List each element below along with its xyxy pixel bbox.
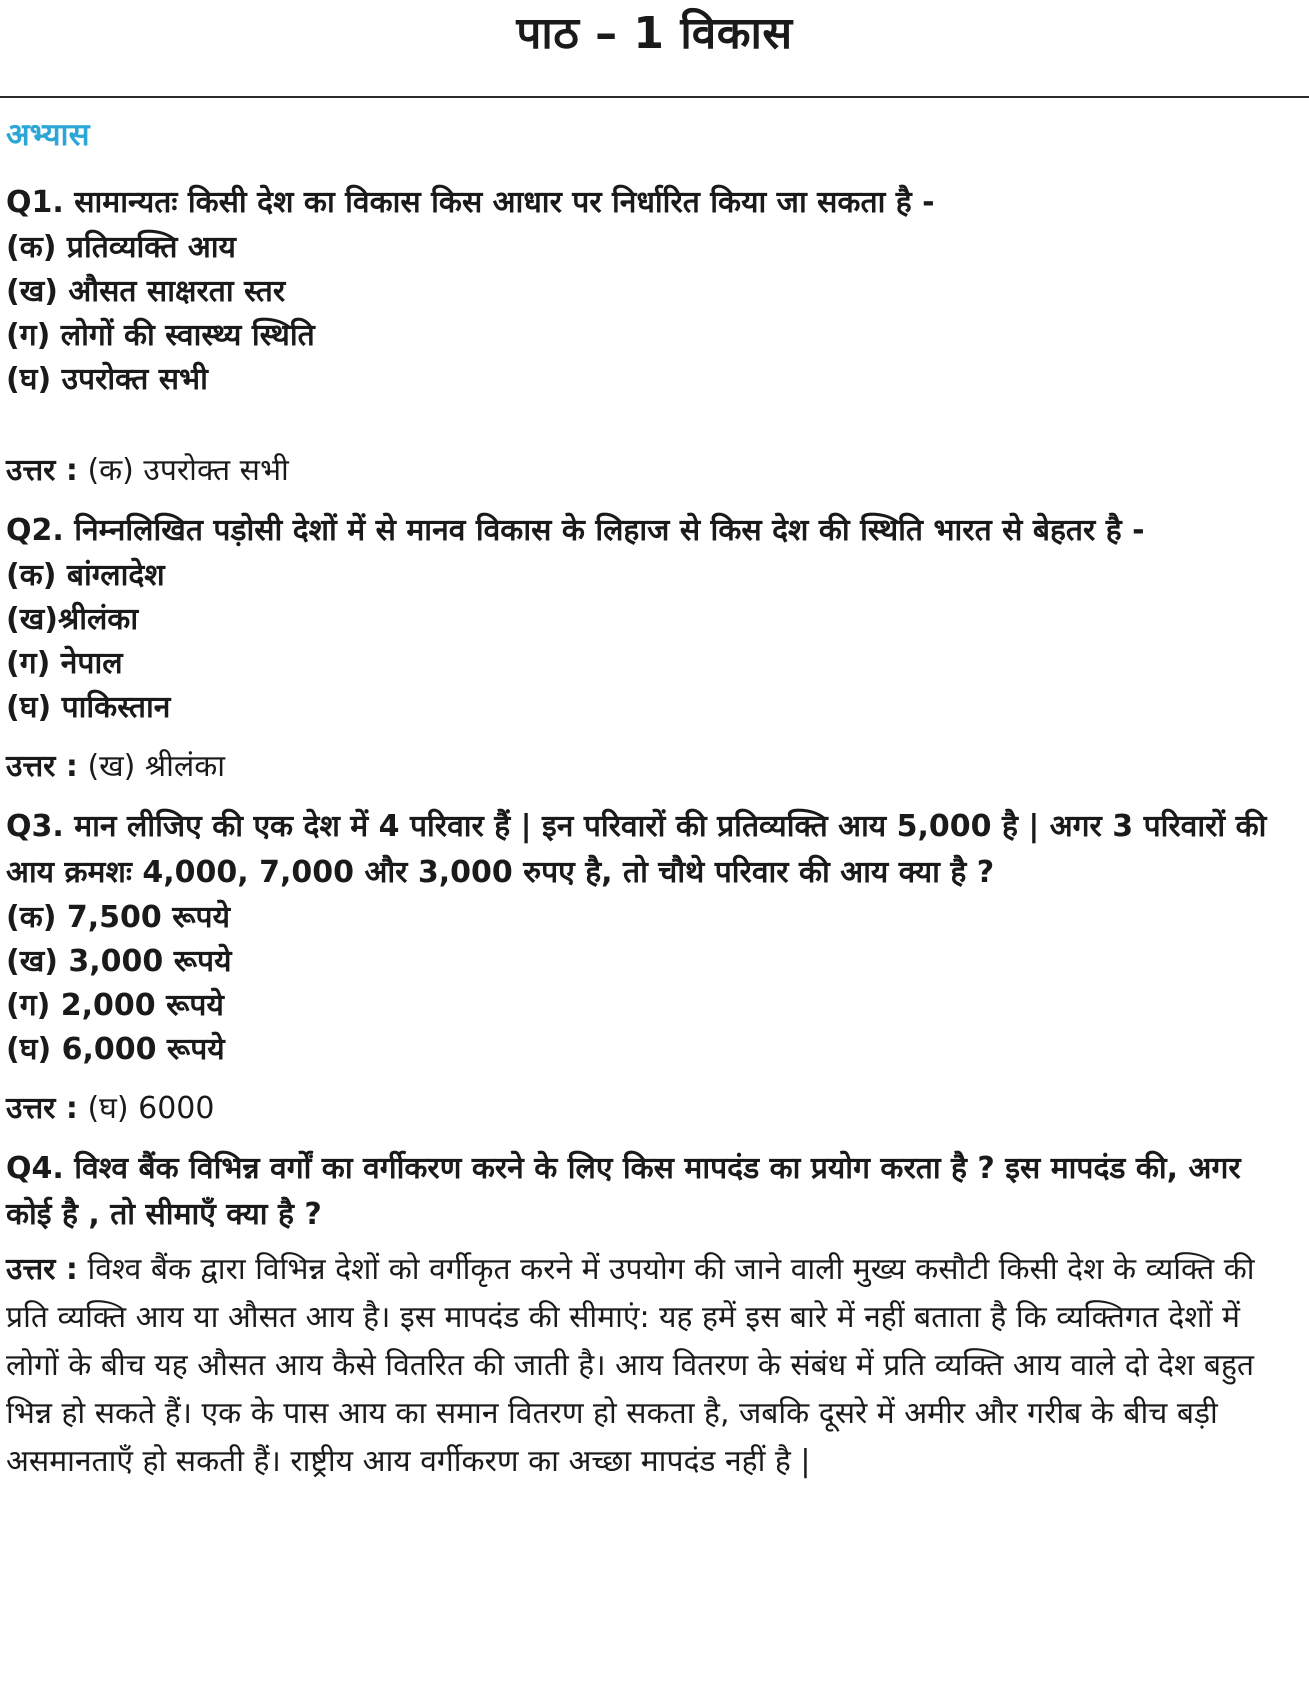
answer-text: (ख) श्रीलंका — [87, 749, 226, 784]
option-a: (क) प्रतिव्यक्ति आय — [6, 230, 236, 265]
answer-text: विश्व बैंक द्वारा विभिन्न देशों को वर्गीकृत करने में उपयोग की जाने वाली मुख्य कसौटी किसी देश के व्यक्ति की प्रति व्यक्ति आय या औसत आय है। इस मापदंड की सीमाएं: यह हमें इस बारे में नहीं बताता है कि व्यक्तिगत देशों में लोगों के बीच यह औसत आय कैसे वितरित की जाती है। आय वितरण के संबंध में प्रति व्यक्ति आय वाले दो देश बहुत भिन्न हो सकते हैं। एक के पास आय का समान वितरण हो सकता है, जबकि दूसरे में अमीर और गरीब के बीच बड़ी असमानताएँ हो सकती हैं। राष्ट्रीय आय वर्गीकरण का अच्छा मापदंड नहीं है | — [6, 1252, 1255, 1479]
option-c: (ग) 2,000 रूपये — [6, 988, 224, 1023]
document-body — [6, 116, 1296, 1486]
option-b: (ख)श्रीलंका — [6, 602, 139, 637]
question-block-1 — [6, 180, 1296, 494]
answer-label: उत्तर : — [6, 1091, 78, 1126]
section-heading: अभ्यास — [6, 117, 90, 153]
answer-label: उत्तर : — [6, 453, 78, 488]
question-text: Q1. सामान्यतः किसी देश का विकास किस आधार पर निर्धारित किया जा सकता है - — [6, 185, 935, 220]
question-text: Q2. निम्नलिखित पड़ोसी देशों में से मानव विकास के लिहाज से किस देश की स्थिति भारत से बेहतर है - — [6, 513, 1145, 548]
title-divider — [0, 96, 1309, 98]
option-d: (घ) 6,000 रूपये — [6, 1032, 225, 1067]
answer-paragraph — [6, 1246, 1296, 1486]
answer-text: (घ) 6000 — [87, 1091, 215, 1126]
answer-line — [6, 448, 1296, 494]
option-b: (ख) औसत साक्षरता स्तर — [6, 274, 286, 309]
option-c: (ग) नेपाल — [6, 646, 123, 681]
option-a: (क) बांग्लादेश — [6, 558, 165, 593]
option-d: (घ) पाकिस्तान — [6, 690, 171, 725]
option-a: (क) 7,500 रूपये — [6, 900, 230, 935]
question-block-3 — [6, 804, 1296, 1132]
question-text: Q4. विश्व बैंक विभिन्न वर्गों का वर्गीकरण करने के लिए किस मापदंड का प्रयोग करता है ? इस मापदंड की, अगर कोई है , तो सीमाएँ क्या है ? — [6, 1151, 1241, 1232]
option-c: (ग) लोगों की स्वास्थ्य स्थिति — [6, 318, 315, 353]
answer-label: उत्तर : — [6, 749, 78, 784]
answer-text: (क) उपरोक्त सभी — [87, 453, 289, 488]
option-b: (ख) 3,000 रूपये — [6, 944, 232, 979]
answer-label: उत्तर : — [6, 1252, 78, 1287]
option-d: (घ) उपरोक्त सभी — [6, 362, 208, 397]
answer-line — [6, 1086, 1296, 1132]
question-block-2 — [6, 508, 1296, 790]
answer-line — [6, 744, 1296, 790]
page-title: पाठ – 1 विकास — [516, 8, 793, 59]
question-block-4 — [6, 1146, 1296, 1486]
question-text: Q3. मान लीजिए की एक देश में 4 परिवार हैं | इन परिवारों की प्रतिव्यक्ति आय 5,000 है | अगर 3 परिवारों की आय क्रमशः 4,000, 7,000 और 3,000 रुपए है, तो चौथे परिवार की आय क्या है ? — [6, 809, 1267, 890]
